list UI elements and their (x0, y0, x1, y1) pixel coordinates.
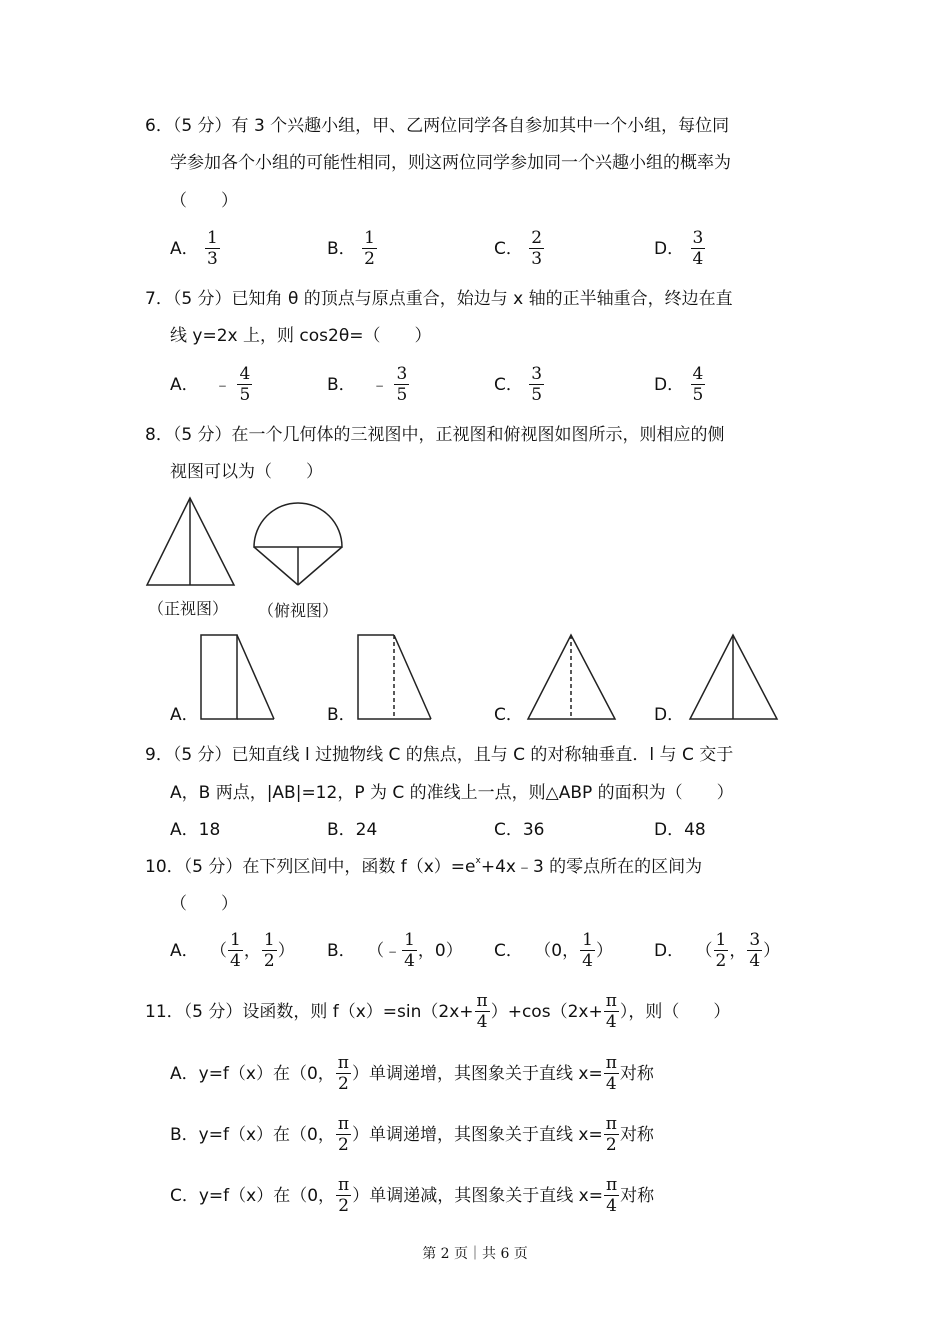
q11-stem (145, 993, 730, 1031)
q7-line2: 线 y=2x 上，则 cos2θ=（ ） (170, 326, 432, 346)
q10-exponent: x (475, 856, 481, 866)
option-label: B． (327, 941, 356, 961)
q10-option-b (327, 932, 463, 970)
q8-option-d-figure (686, 632, 786, 722)
q9-line1: 9．（5 分）已知直线 l 过抛物线 C 的焦点，且与 C 的对称轴垂直．l 与 C 交于 (145, 745, 734, 765)
option-text: C．y=f（x）在（0， (170, 1186, 336, 1206)
fraction: $\frac{3}{5}$ (531, 364, 543, 405)
paren: （ (695, 941, 713, 961)
q9-option-c: C．36 (494, 820, 545, 840)
fraction: $\frac{1}{2}$ (263, 930, 275, 971)
paren: ） (277, 941, 295, 961)
q11-option-c (170, 1177, 654, 1215)
q7-line1: 7．（5 分）已知角 θ 的顶点与原点重合，始边与 x 轴的正半轴重合，终边在直 (145, 289, 733, 309)
q10-line1 (145, 856, 703, 877)
q8-line2: 视图可以为（ ） (170, 462, 323, 482)
fraction: $\frac{\pi}{4}$ (605, 1175, 618, 1216)
fraction: $\frac{4}{5}$ (692, 364, 704, 405)
q8-line1: 8．（5 分）在一个几何体的三视图中，正视图和俯视图如图所示，则相应的侧 (145, 425, 725, 445)
q6-option-d (654, 230, 706, 268)
q8-option-d-label: D． (654, 705, 685, 725)
fraction: $\frac{1}{2}$ (364, 228, 375, 269)
fraction: $\frac{3}{5}$ (396, 364, 408, 405)
q11-text-3: ），则（ ） (619, 1002, 731, 1022)
top-view-label: （俯视图） (258, 601, 339, 620)
fraction: $\frac{3}{4}$ (749, 930, 761, 971)
fraction: $\frac{1}{4}$ (582, 930, 593, 971)
q11-option-a (170, 1055, 654, 1093)
q8-option-b-figure (355, 632, 435, 722)
q11-text-1: 11．（5 分）设函数，则 f（x）=sin（2x+ (145, 1002, 474, 1022)
option-label: C． (494, 239, 523, 259)
q8-option-a-label: A． (170, 705, 199, 725)
fraction: $\frac{\pi}{2}$ (605, 1114, 617, 1155)
paren: ，0） (417, 941, 463, 961)
paren: ） (763, 941, 781, 961)
q6-line2: 学参加各个小组的可能性相同，则这两位同学参加同一个兴趣小组的概率为 (170, 153, 731, 173)
paren: （﹣ (367, 941, 402, 961)
q10-option-c (494, 932, 613, 970)
option-label: C． (494, 375, 523, 395)
option-label: C． (494, 941, 523, 961)
option-text: B．y=f（x）在（0， (170, 1125, 335, 1145)
front-view-figure (143, 495, 243, 595)
page-footer: 第 2 页｜共 6 页 (422, 1246, 528, 1262)
paren: （ (210, 941, 228, 961)
fraction: $\frac{1}{3}$ (207, 228, 218, 269)
option-text: 对称 (619, 1064, 654, 1084)
q10-option-d (654, 932, 780, 970)
option-label: B． (327, 239, 356, 259)
option-text: ）单调递减，其图象关于直线 x= (352, 1186, 603, 1206)
q11-option-b (170, 1116, 654, 1154)
option-text: 对称 (620, 1186, 655, 1206)
option-text: 对称 (619, 1125, 654, 1145)
q11-text-2: ）+cos（2x+ (490, 1002, 603, 1022)
fraction: $\frac{\pi}{2}$ (337, 1114, 350, 1155)
fraction-pi-over-4: $\frac{\pi}{4}$ (476, 991, 488, 1032)
fraction: $\frac{1}{4}$ (404, 930, 415, 971)
option-label: D． (654, 941, 685, 961)
option-label: B． (327, 375, 356, 395)
q9-option-d: D．48 (654, 820, 706, 840)
fraction: $\frac{3}{4}$ (692, 228, 704, 269)
q7-option-b (327, 366, 410, 404)
q10-option-a (170, 932, 295, 970)
fraction: $\frac{1}{2}$ (715, 930, 727, 971)
option-text: A．y=f（x）在（0， (170, 1064, 335, 1084)
q8-option-b-label: B． (327, 705, 356, 725)
option-label: D． (654, 375, 685, 395)
option-label: A． (170, 375, 199, 395)
option-label: A． (170, 941, 199, 961)
q10-line2: （ ） (170, 894, 238, 914)
q6-line1: 6．（5 分）有 3 个兴趣小组，甲、乙两位同学各自参加其中一个小组，每位同 (145, 116, 730, 136)
fraction: $\frac{2}{3}$ (531, 228, 543, 269)
sign: ﹣ (371, 375, 389, 395)
q9-line2: A，B 两点，|AB|=12，P 为 C 的准线上一点，则△ABP 的面积为（ ） (170, 783, 734, 803)
q6-option-a (170, 230, 221, 268)
q8-option-c-figure (524, 632, 624, 722)
q7-option-a (170, 366, 253, 404)
comma: ， (729, 941, 747, 961)
fraction: $\frac{\pi}{2}$ (337, 1053, 349, 1094)
top-view-figure (250, 495, 350, 595)
q8-option-a-figure (198, 632, 278, 722)
q8-option-c-label: C． (494, 705, 523, 725)
q6-option-c (494, 230, 545, 268)
q7-option-d (654, 366, 706, 404)
fraction-pi-over-4: $\frac{\pi}{4}$ (605, 991, 617, 1032)
comma: ， (243, 941, 261, 961)
q9-option-a: A．18 (170, 820, 221, 840)
fraction: $\frac{1}{4}$ (230, 930, 241, 971)
q9-option-b: B．24 (327, 820, 378, 840)
fraction: $\frac{\pi}{4}$ (605, 1053, 617, 1094)
paren: （0， (534, 941, 580, 961)
q7-option-c (494, 366, 545, 404)
q6-option-b (327, 230, 378, 268)
q10-line1-text-a: 10．（5 分）在下列区间中，函数 f（x）=e (145, 857, 476, 877)
front-view-label: （正视图） (148, 599, 229, 618)
option-label: D． (654, 239, 685, 259)
fraction: $\frac{4}{5}$ (239, 364, 251, 405)
sign: ﹣ (214, 375, 232, 395)
q6-line3: （ ） (170, 191, 238, 211)
option-label: A． (170, 239, 199, 259)
q10-line1-text-b: +4x﹣3 的零点所在的区间为 (480, 857, 703, 877)
option-text: ）单调递增，其图象关于直线 x= (351, 1064, 603, 1084)
paren: ） (595, 941, 613, 961)
option-text: ）单调递增，其图象关于直线 x= (352, 1125, 603, 1145)
fraction: $\frac{\pi}{2}$ (338, 1175, 350, 1216)
